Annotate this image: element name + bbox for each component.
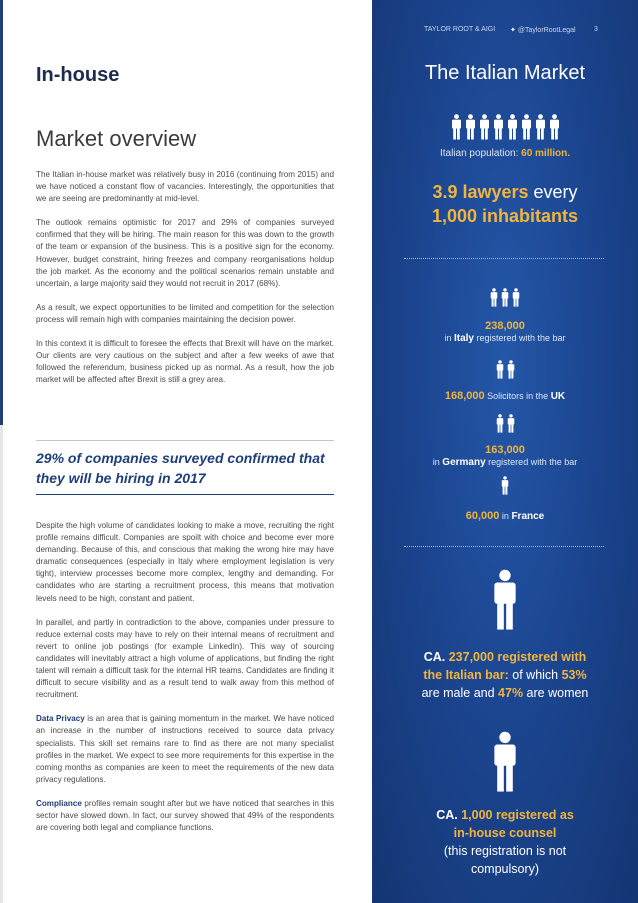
data-privacy-label: Data Privacy bbox=[36, 714, 85, 724]
registered-icon bbox=[372, 568, 638, 632]
germany-stat: 163,000 in Germany registered with the bar bbox=[432, 444, 578, 468]
uk-icons bbox=[372, 360, 638, 379]
callout-divider-bottom bbox=[36, 494, 334, 495]
data-privacy-text: is an area that is gaining momentum in the market. We have noticed an increase in the number of instructions received to source data privacy specialists. This skill set remains rare to find as there are not many specialist profiles in the market. We expect to see more requirements for this expertise in the coming months as companies are keen to meet the requirements of the new data privacy regulations. bbox=[36, 714, 334, 784]
person-icon bbox=[501, 288, 509, 307]
paragraph: In this context it is difficult to foresee the effects that Brexit will have on the market. Our clients are very cautious on the subject and after a few weeks of awe that followed the referendum, business picked up as normal. As a result, how the job market will be affected after Brexit is still a grey area. bbox=[36, 339, 334, 385]
person-icon bbox=[465, 114, 476, 140]
france-stat: 60,000 in France bbox=[465, 510, 545, 522]
person-icon bbox=[493, 114, 504, 140]
lawyers-inhabitants: 1,000 inhabitants bbox=[431, 206, 579, 226]
uk-stat: 168,000 Solicitors in the UK bbox=[444, 390, 566, 402]
lawyers-ratio: 3.9 lawyers every 1,000 inhabitants bbox=[431, 182, 579, 226]
brand-name: TAYLOR ROOT & AIGI bbox=[424, 26, 496, 33]
germany-icons bbox=[372, 414, 638, 433]
inhouse-number: 1,000 registered as bbox=[461, 808, 574, 822]
person-icon bbox=[496, 360, 504, 379]
person-icon bbox=[521, 114, 532, 140]
male-percent: 53% bbox=[561, 668, 587, 682]
person-icon bbox=[549, 114, 560, 140]
italian-market-panel bbox=[372, 0, 638, 903]
person-icon bbox=[490, 288, 498, 307]
compliance-text: profiles remain sought after but we have noticed that searches in this sector have slowed down. In fact, our survey showed that 49% of the respondents are covering both legal and compliance functions. bbox=[36, 798, 334, 833]
person-icon bbox=[507, 360, 515, 379]
edge-accent-bar bbox=[0, 0, 3, 425]
germany-number: 163,000 bbox=[485, 444, 525, 456]
inhouse-icon bbox=[372, 730, 638, 794]
overview-text bbox=[36, 169, 334, 386]
market-text bbox=[36, 520, 334, 834]
france-number: 60,000 bbox=[465, 510, 500, 522]
dotted-divider bbox=[404, 546, 604, 547]
person-icon bbox=[496, 414, 504, 433]
section-title: In-house bbox=[36, 64, 120, 86]
inhouse-counsel-stat: CA. 1,000 registered as in-house counsel (this registration is not compulsory) bbox=[436, 808, 574, 876]
person-icon bbox=[512, 288, 520, 307]
person-icon bbox=[451, 114, 462, 140]
population-stat: Italian population: 60 million. bbox=[439, 148, 571, 159]
callout-quote: 29% of companies surveyed confirmed that they will be hiring in 2017 bbox=[36, 450, 325, 486]
person-icon bbox=[535, 114, 546, 140]
person-icon bbox=[492, 730, 518, 794]
population-icons bbox=[372, 114, 638, 140]
edge-accent-bar-light bbox=[0, 425, 3, 903]
twitter-handle[interactable]: ✦ @TaylorRootLegal bbox=[510, 27, 576, 34]
paragraph: In parallel, and partly in contradiction to the above, companies under pressure to reduce external costs may have to rely on their internal means of recruitment and revert to online job postings (for example LinkedIn). This way of sourcing candidates will inevitably attract a high volume of applications, but finding the right talent will remain a difficult task for the internal HR teams. Candidates are finding it difficult to secure visibility and as a result tend to walk away from this method of recruitment. bbox=[36, 617, 334, 700]
compliance-label: Compliance bbox=[36, 798, 82, 808]
page-number: 3 bbox=[594, 26, 598, 33]
person-icon bbox=[501, 476, 509, 495]
paragraph: As a result, we expect opportunities to be limited and competition for the selection process will remain high with companies maintaining the decision power. bbox=[36, 302, 334, 324]
registered-number: 237,000 registered with bbox=[448, 650, 587, 664]
person-icon bbox=[507, 414, 515, 433]
overview-title: Market overview bbox=[36, 126, 197, 151]
italy-number: 238,000 bbox=[485, 320, 525, 332]
person-icon bbox=[479, 114, 490, 140]
italy-stat: 238,000 in Italy registered with the bar bbox=[444, 320, 566, 344]
person-icon bbox=[492, 568, 518, 632]
germany-label: Germany bbox=[442, 457, 486, 468]
compliance-paragraph bbox=[36, 798, 334, 834]
female-percent: 47% bbox=[498, 686, 524, 700]
data-privacy-paragraph bbox=[36, 713, 334, 786]
registered-bar-stat: CA. 237,000 registered with the Italian bar: of which 53% are male and 47% are women bbox=[421, 650, 589, 700]
callout-divider-top bbox=[36, 440, 334, 441]
person-icon bbox=[507, 114, 518, 140]
twitter-bird-icon: ✦ bbox=[510, 27, 516, 34]
paragraph: The outlook remains optimistic for 2017 and 29% of companies surveyed confirmed that they will be hiring. The main reason for this was down to the growth of the team or expansion of the business. This is a positive sign for the economy. However, budget constraint, hiring freezes and company reorganisations holdup the job market. As the economy and the political scenarios remain unstable and uncertain, a large majority said they would not recruit in 2017 (68%). bbox=[36, 218, 334, 288]
france-icons bbox=[372, 476, 638, 495]
paragraph: The Italian in-house market was relatively busy in 2016 (continuing from 2015) and we have noticed a constant flow of vacancies. Interestingly, the opportunities that we are seeing are predominantly at mid-level. bbox=[36, 170, 334, 204]
lawyers-number: 3.9 lawyers bbox=[432, 182, 529, 202]
market-title: The Italian Market bbox=[424, 62, 586, 84]
italy-label: Italy bbox=[453, 333, 474, 344]
population-value: 60 million. bbox=[521, 148, 571, 159]
uk-label: UK bbox=[550, 391, 566, 402]
dotted-divider bbox=[404, 258, 604, 259]
paragraph: Despite the high volume of candidates looking to make a move, recruiting the right profile remains difficult. Companies are spoilt with choice and become ever more demanding. Because of this, and conscious that making the wrong hire may have dramatic consequences (especially in Italy where employment legislation is very tight), interview processes become more complex, lengthy and demanding. For candidates who are starting a recruitment process, this means that motivation levels need to be high, constant and patient. bbox=[36, 521, 334, 603]
italy-icons bbox=[372, 288, 638, 307]
uk-number: 168,000 bbox=[444, 390, 485, 402]
france-label: France bbox=[511, 511, 545, 522]
